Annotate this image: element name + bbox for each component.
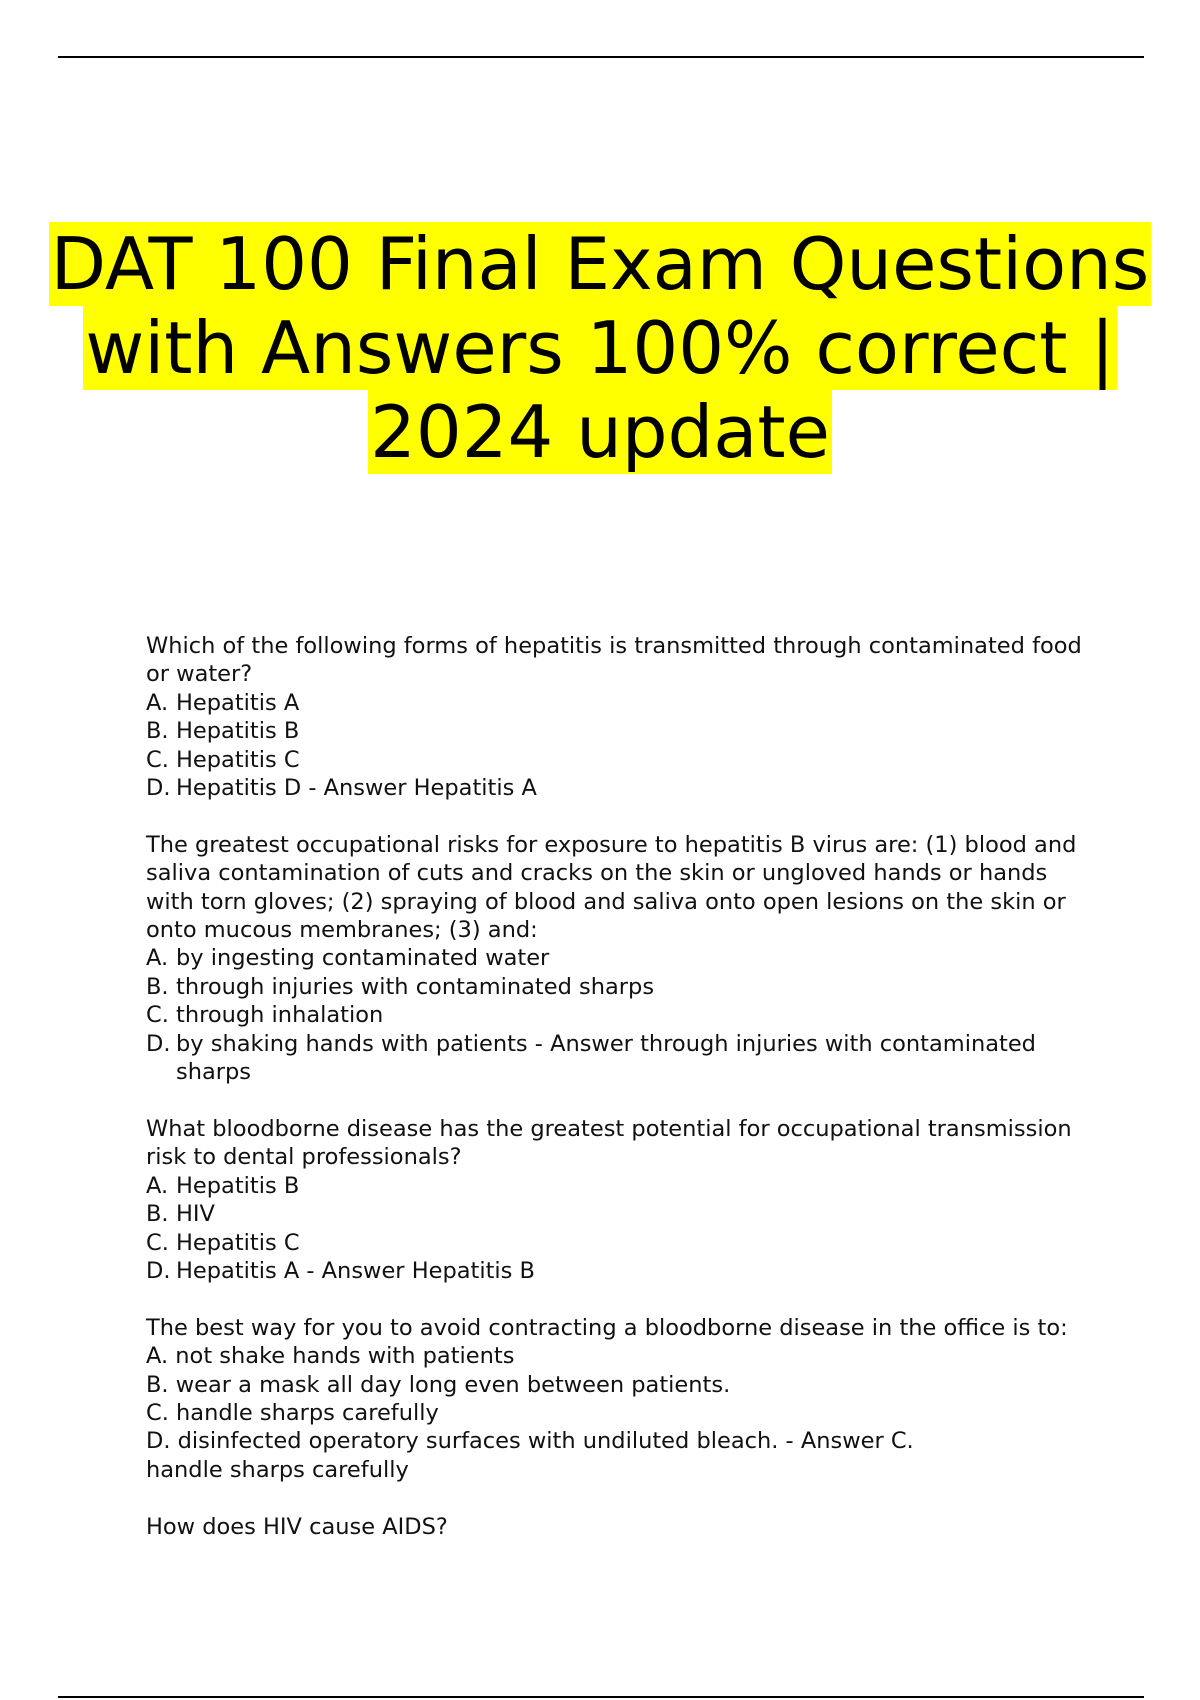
option-c: [146, 746, 1096, 774]
question-text: Which of the following forms of hepatitis is transmitted through contaminated food or water?: [146, 633, 1082, 688]
option-letter: A.: [146, 1172, 169, 1199]
option-letter: D.: [146, 1030, 171, 1057]
option-line-c: C. handle sharps carefully: [146, 1399, 439, 1426]
option-d: [146, 1030, 1096, 1087]
question-1: [146, 632, 1096, 802]
question-text: The best way for you to avoid contracting a bloodborne disease in the office is to:: [146, 1314, 1068, 1341]
option-text: Hepatitis A: [176, 689, 300, 716]
option-letter: A.: [146, 945, 169, 972]
option-b: [146, 717, 1096, 745]
option-letter: B.: [146, 718, 169, 745]
option-text: Hepatitis B: [176, 718, 300, 745]
option-d: [146, 774, 1096, 802]
option-d: [146, 1257, 1096, 1285]
option-text: Hepatitis A - Answer Hepatitis B: [176, 1257, 535, 1284]
option-letter: C.: [146, 746, 169, 773]
option-c: [146, 1229, 1096, 1257]
option-letter: C.: [146, 1002, 169, 1029]
question-text: The greatest occupational risks for exposure to hepatitis B virus are: (1) blood and saliva contamination of cuts and cracks on the skin or ungloved hands or hands with torn gloves; (2) spraying of blood and saliva onto open lesions on the skin or onto mucous membranes; (3) and:: [146, 831, 1077, 944]
option-a: [146, 689, 1096, 717]
option-text: HIV: [176, 1201, 215, 1228]
option-text: Hepatitis D - Answer Hepatitis A: [176, 775, 537, 802]
option-b: [146, 1200, 1096, 1228]
option-text: by shaking hands with patients - Answer through injuries with contaminated sharps: [176, 1030, 1036, 1086]
option-letter: D.: [146, 775, 171, 802]
option-text: Hepatitis C: [176, 746, 300, 773]
option-line-d: D. disinfected operatory surfaces with undiluted bleach. - Answer C.: [146, 1428, 914, 1455]
option-a: [146, 944, 1096, 972]
option-text: through inhalation: [176, 1002, 384, 1029]
option-letter: B.: [146, 1201, 169, 1228]
option-line-b: B. wear a mask all day long even between patients.: [146, 1371, 731, 1398]
document-body: [146, 632, 1096, 1569]
top-rule: [58, 56, 1144, 58]
option-c: [146, 1001, 1096, 1029]
title-block: [0, 222, 1200, 474]
option-letter: A.: [146, 689, 169, 716]
option-letter: D.: [146, 1257, 171, 1284]
option-letter: B.: [146, 973, 169, 1000]
option-text: Hepatitis B: [176, 1172, 300, 1199]
option-a: [146, 1172, 1096, 1200]
option-line-a: A. not shake hands with patients: [146, 1343, 515, 1370]
answer-continuation: handle sharps carefully: [146, 1456, 409, 1483]
option-text: Hepatitis C: [176, 1229, 300, 1256]
question-4: [146, 1314, 1096, 1484]
option-text: through injuries with contaminated sharps: [176, 973, 655, 1000]
option-letter: C.: [146, 1229, 169, 1256]
question-text: What bloodborne disease has the greatest potential for occupational transmission risk to dental professionals?: [146, 1115, 1072, 1171]
option-text: by ingesting contaminated water: [176, 945, 550, 972]
question-text: How does HIV cause AIDS?: [146, 1513, 448, 1540]
question-3: [146, 1115, 1096, 1285]
question-2: [146, 831, 1096, 1087]
document-title: DAT 100 Final Exam Questions with Answers 100% correct | 2024 update: [50, 222, 1150, 474]
question-5: [146, 1513, 1096, 1541]
option-b: [146, 973, 1096, 1001]
bottom-rule: [58, 1696, 1144, 1698]
